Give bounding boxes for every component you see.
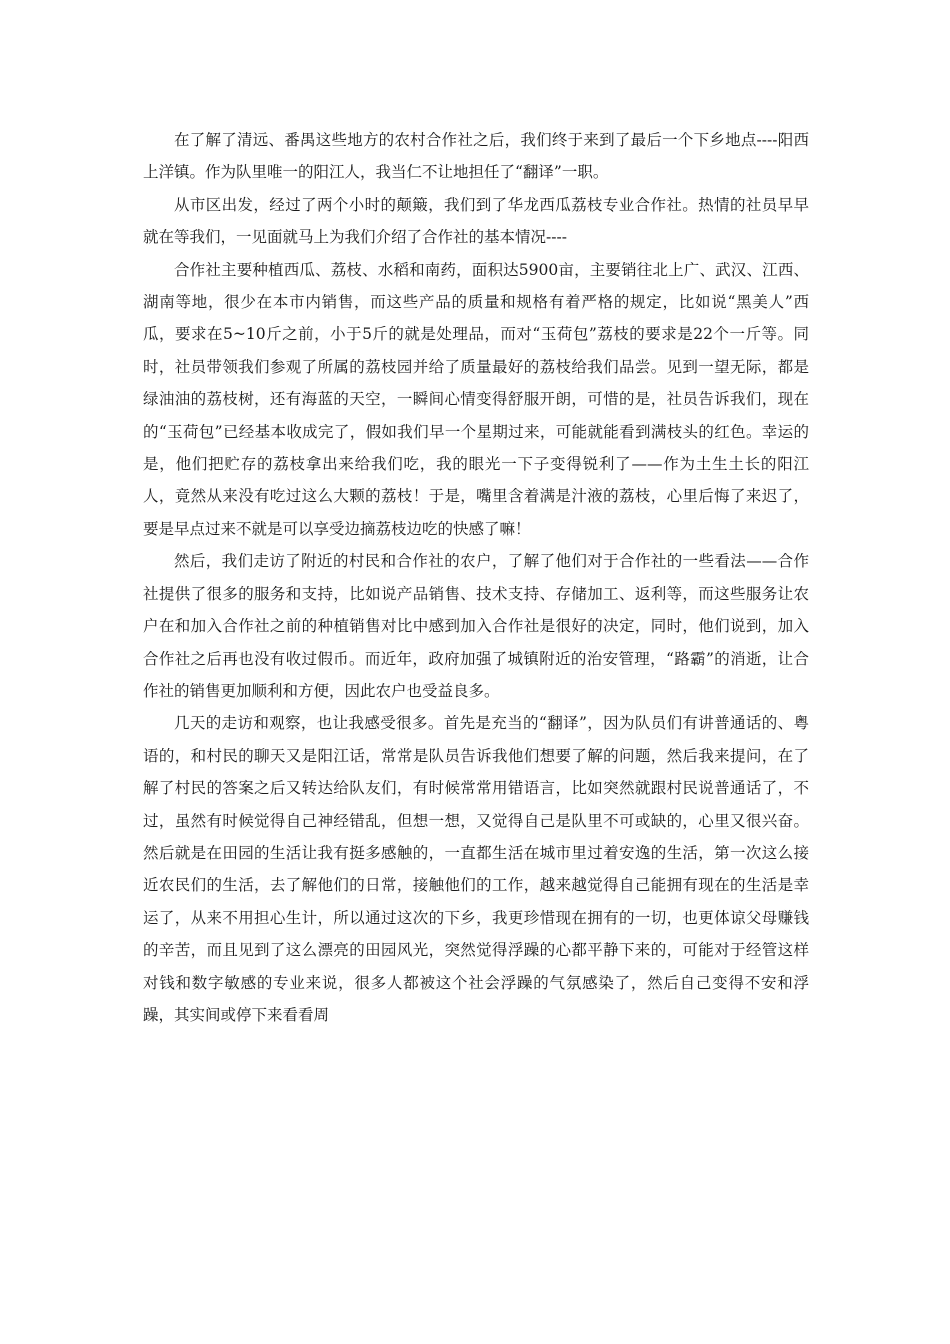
document-body [143,124,809,1031]
paragraph-villager-interviews: 然后，我们走访了附近的村民和合作社的农户，了解了他们对于合作社的一些看法——合作社提供了很多的服务和支持，比如说产品销售、技术支持、存储加工、返利等，而这些服务让农户在和加入合作社之前的种植销售对比中感到加入合作社是很好的决定，同时，他们说到，加入合作社之后再也没有收过假币。而近年，政府加强了城镇附近的治安管理，“路霸”的消逝，让合作社的销售更加顺利和方便，因此农户也受益良多。 [143,552,809,700]
paragraph-cooperative-info: 合作社主要种植西瓜、荔枝、水稻和南药，面积达5900亩，主要销往北上广、武汉、江西、湖南等地，很少在本市内销售，而这些产品的质量和规格有着严格的规定，比如说“黑美人”西瓜，要求在5~10斤之前，小于5斤的就是处理品，而对“玉荷包”荔枝的要求是22个一斤等。同时，社员带领我们参观了所属的荔枝园并给了质量最好的荔枝给我们品尝。见到一望无际，都是绿油油的荔枝树，还有海蓝的天空，一瞬间心情变得舒服开朗，可惜的是，社员告诉我们，现在的“玉荷包”已经基本收成完了，假如我们早一个星期过来，可能就能看到满枝头的红色。幸运的是，他们把贮存的荔枝拿出来给我们吃，我的眼光一下子变得锐利了——作为土生土长的阳江人，竟然从来没有吃过这么大颗的荔枝！于是，嘴里含着满是汁液的荔枝，心里后悔了来迟了，要是早点过来不就是可以享受边摘荔枝边吃的快感了嘛！ [143,260,809,538]
paragraph-arrival: 在了解了清远、番禺这些地方的农村合作社之后，我们终于来到了最后一个下乡地点----阳西上洋镇。作为队里唯一的阳江人，我当仁不让地担任了“翻译”一职。 [143,131,809,182]
paragraph-cooperative-visit: 从市区出发，经过了两个小时的颠簸，我们到了华龙西瓜荔枝专业合作社。热情的社员早早就在等我们，一见面就马上为我们介绍了合作社的基本情况---- [143,195,809,247]
paragraph-reflections: 几天的走访和观察，也让我感受很多。首先是充当的“翻译”，因为队员们有讲普通话的、粤语的，和村民的聊天又是阳江话，常常是队员告诉我他们想要了解的问题，然后我来提问，在了解了村民的答案之后又转达给队友们，有时候常常用错语言，比如突然就跟村民说普通话了，不过，虽然有时候觉得自己神经错乱，但想一想，又觉得自己是队里不可或缺的，心里又很兴奋。然后就是在田园的生活让我有挺多感触的，一直都生活在城市里过着安逸的生活，第一次这么接近农民们的生活，去了解他们的日常，接触他们的工作，越来越觉得自己能拥有现在的生活是幸运了，从来不用担心生计，所以通过这次的下乡，我更珍惜现在拥有的一切，也更体谅父母赚钱的辛苦，而且见到了这么漂亮的田园风光，突然觉得浮躁的心都平静下来的，可能对于经管这样对钱和数字敏感的专业来说，很多人都被这个社会浮躁的气氛感染了，然后自己变得不安和浮躁，其实间或停下来看看周 [143,714,809,1024]
